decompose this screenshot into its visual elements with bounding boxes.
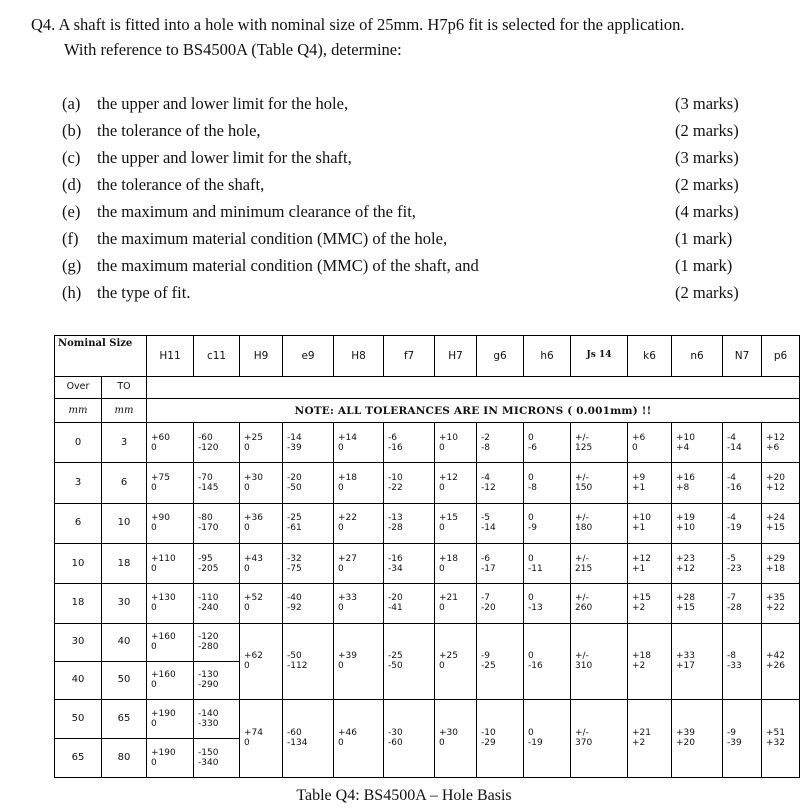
cell: -5 -14 — [477, 503, 524, 544]
cell: -16 -34 — [384, 544, 435, 584]
size-over: 50 — [55, 699, 102, 739]
part-text: the maximum material condition (MMC) of the shaft, and — [97, 256, 479, 275]
cell: +12 +1 — [628, 544, 672, 584]
size-over: 40 — [55, 662, 102, 700]
part-text: the type of fit. — [97, 283, 191, 302]
cell: +/- 260 — [571, 583, 628, 623]
cell: -130 -290 — [194, 662, 240, 700]
cell: +25 0 — [435, 623, 477, 699]
cell: +30 0 — [240, 462, 283, 503]
part-d — [62, 175, 752, 202]
part-label: (h) — [62, 283, 82, 302]
part-text: the maximum and minimum clearance of the fit, — [97, 202, 416, 221]
cell: +51 +32 — [762, 699, 800, 777]
cell: +/- 125 — [571, 423, 628, 463]
part-text: the tolerance of the hole, — [97, 121, 261, 140]
size-to: 65 — [102, 699, 147, 739]
cell: -10 -29 — [477, 699, 524, 777]
cell: +52 0 — [240, 583, 283, 623]
part-marks: (1 mark) — [675, 229, 733, 248]
cell: -7 -28 — [723, 583, 762, 623]
col-header: H11 — [147, 336, 194, 377]
size-over: 18 — [55, 583, 102, 623]
table-row — [55, 699, 800, 739]
col-header: h6 — [524, 336, 571, 377]
cell: -13 -28 — [384, 503, 435, 544]
col-header: N7 — [723, 336, 762, 377]
question-line-1: Q4. A shaft is fitted into a hole with nominal size of 25mm. H7p6 fit is selected for the application. — [31, 15, 685, 34]
size-to: 40 — [102, 623, 147, 662]
cell: +/- 310 — [571, 623, 628, 699]
cell: +12 0 — [435, 462, 477, 503]
unit-to: mm — [102, 398, 147, 422]
size-over: 0 — [55, 423, 102, 463]
cell: +6 0 — [628, 423, 672, 463]
col-header: g6 — [477, 336, 524, 377]
cell: +20 +12 — [762, 462, 800, 503]
size-over: 6 — [55, 503, 102, 544]
cell: +12 +6 — [762, 423, 800, 463]
part-label: (a) — [62, 94, 81, 113]
table-row — [55, 544, 800, 584]
table-row — [55, 583, 800, 623]
size-to: 50 — [102, 662, 147, 700]
cell: -110 -240 — [194, 583, 240, 623]
cell: +75 0 — [147, 462, 194, 503]
cell: -150 -340 — [194, 739, 240, 778]
cell: +19 +10 — [672, 503, 723, 544]
cell: +/- 370 — [571, 699, 628, 777]
cell: -2 -8 — [477, 423, 524, 463]
part-c — [62, 148, 752, 175]
size-to: 18 — [102, 544, 147, 584]
part-text: the upper and lower limit for the shaft, — [97, 148, 352, 167]
cell: +62 0 — [240, 623, 283, 699]
col-header: n6 — [672, 336, 723, 377]
tolerance-note: NOTE: ALL TOLERANCES ARE IN MICRONS ( 0.001mm) !! — [147, 398, 800, 422]
cell: +39 +20 — [672, 699, 723, 777]
part-marks: (3 marks) — [675, 94, 739, 113]
cell: -30 -60 — [384, 699, 435, 777]
cell: -70 -145 — [194, 462, 240, 503]
col-header: e9 — [283, 336, 334, 377]
cell: +30 0 — [435, 699, 477, 777]
cell: -6 -16 — [384, 423, 435, 463]
cell: -32 -75 — [283, 544, 334, 584]
cell: -7 -20 — [477, 583, 524, 623]
size-to: 10 — [102, 503, 147, 544]
question-parts — [62, 94, 752, 310]
part-marks: (1 mark) — [675, 256, 733, 275]
cell: -80 -170 — [194, 503, 240, 544]
cell: -4 -19 — [723, 503, 762, 544]
over-to-row — [55, 376, 800, 398]
size-to: 6 — [102, 462, 147, 503]
size-over: 10 — [55, 544, 102, 584]
col-header-js14: Js 14 — [571, 336, 628, 377]
cell: +15 +2 — [628, 583, 672, 623]
cell: -60 -134 — [283, 699, 334, 777]
part-h — [62, 283, 752, 310]
table-row — [55, 623, 800, 662]
question-line-2: With reference to BS4500A (Table Q4), determine: — [64, 40, 402, 59]
question-header — [31, 12, 684, 62]
units-note-row — [55, 398, 800, 422]
cell: +160 0 — [147, 623, 194, 662]
cell: +10 +1 — [628, 503, 672, 544]
cell: -120 -280 — [194, 623, 240, 662]
part-marks: (2 marks) — [675, 121, 739, 140]
cell: +24 +15 — [762, 503, 800, 544]
cell: -140 -330 — [194, 699, 240, 739]
col-header: p6 — [762, 336, 800, 377]
cell: +10 0 — [435, 423, 477, 463]
table-row — [55, 423, 800, 463]
size-to: 80 — [102, 739, 147, 778]
table-row — [55, 503, 800, 544]
cell: -25 -50 — [384, 623, 435, 699]
tolerance-table — [54, 335, 800, 778]
cell: +160 0 — [147, 662, 194, 700]
cell: -20 -41 — [384, 583, 435, 623]
part-text: the tolerance of the shaft, — [97, 175, 265, 194]
cell: 0 -19 — [524, 699, 571, 777]
cell: -9 -39 — [723, 699, 762, 777]
cell: 0 -9 — [524, 503, 571, 544]
cell: -4 -12 — [477, 462, 524, 503]
part-label: (f) — [62, 229, 79, 248]
part-g — [62, 256, 752, 283]
cell: +/- 215 — [571, 544, 628, 584]
cell: +46 0 — [334, 699, 384, 777]
part-e — [62, 202, 752, 229]
nominal-size-header: Nominal Size — [55, 336, 147, 377]
cell: -5 -23 — [723, 544, 762, 584]
part-label: (c) — [62, 148, 81, 167]
cell: +18 0 — [334, 462, 384, 503]
cell: +33 +17 — [672, 623, 723, 699]
cell: +/- 180 — [571, 503, 628, 544]
cell: +74 0 — [240, 699, 283, 777]
cell: 0 -11 — [524, 544, 571, 584]
cell: +16 +8 — [672, 462, 723, 503]
cell: +42 +26 — [762, 623, 800, 699]
part-text: the upper and lower limit for the hole, — [97, 94, 349, 113]
cell: 0 -6 — [524, 423, 571, 463]
col-header: H7 — [435, 336, 477, 377]
table-header-row — [55, 336, 800, 377]
cell: +27 0 — [334, 544, 384, 584]
cell: +18 +2 — [628, 623, 672, 699]
cell: +130 0 — [147, 583, 194, 623]
cell: 0 -16 — [524, 623, 571, 699]
cell: +10 +4 — [672, 423, 723, 463]
cell: +39 0 — [334, 623, 384, 699]
size-to: 3 — [102, 423, 147, 463]
cell: +9 +1 — [628, 462, 672, 503]
cell: -9 -25 — [477, 623, 524, 699]
part-marks: (2 marks) — [675, 175, 739, 194]
cell: +190 0 — [147, 739, 194, 778]
cell: -4 -14 — [723, 423, 762, 463]
cell: +36 0 — [240, 503, 283, 544]
cell: -60 -120 — [194, 423, 240, 463]
cell: -40 -92 — [283, 583, 334, 623]
size-over: 3 — [55, 462, 102, 503]
cell: -4 -16 — [723, 462, 762, 503]
size-to: 30 — [102, 583, 147, 623]
col-header: f7 — [384, 336, 435, 377]
part-marks: (4 marks) — [675, 202, 739, 221]
to-label: TO — [102, 376, 147, 398]
cell: -95 -205 — [194, 544, 240, 584]
over-label: Over — [55, 376, 102, 398]
cell: +15 0 — [435, 503, 477, 544]
cell: +28 +15 — [672, 583, 723, 623]
cell: +29 +18 — [762, 544, 800, 584]
col-header: c11 — [194, 336, 240, 377]
cell: +/- 150 — [571, 462, 628, 503]
cell: +22 0 — [334, 503, 384, 544]
cell: -50 -112 — [283, 623, 334, 699]
part-label: (b) — [62, 121, 82, 140]
unit-over: mm — [55, 398, 102, 422]
part-label: (g) — [62, 256, 82, 275]
cell: +60 0 — [147, 423, 194, 463]
cell: -6 -17 — [477, 544, 524, 584]
cell: +23 +12 — [672, 544, 723, 584]
part-marks: (3 marks) — [675, 148, 739, 167]
cell: -20 -50 — [283, 462, 334, 503]
part-label: (d) — [62, 175, 82, 194]
size-over: 30 — [55, 623, 102, 662]
part-a — [62, 94, 752, 121]
cell: +110 0 — [147, 544, 194, 584]
cell: 0 -8 — [524, 462, 571, 503]
cell: -10 -22 — [384, 462, 435, 503]
cell: -8 -33 — [723, 623, 762, 699]
cell: +25 0 — [240, 423, 283, 463]
part-f — [62, 229, 752, 256]
table-caption: Table Q4: BS4500A – Hole Basis — [296, 787, 512, 804]
part-label: (e) — [62, 202, 81, 221]
cell: -25 -61 — [283, 503, 334, 544]
cell: +33 0 — [334, 583, 384, 623]
cell: +21 +2 — [628, 699, 672, 777]
cell: +14 0 — [334, 423, 384, 463]
cell: +35 +22 — [762, 583, 800, 623]
cell: -14 -39 — [283, 423, 334, 463]
table-row — [55, 462, 800, 503]
cell: +18 0 — [435, 544, 477, 584]
part-text: the maximum material condition (MMC) of the hole, — [97, 229, 448, 248]
cell: +21 0 — [435, 583, 477, 623]
part-marks: (2 marks) — [675, 283, 739, 302]
cell: +90 0 — [147, 503, 194, 544]
col-header: H8 — [334, 336, 384, 377]
part-b — [62, 121, 752, 148]
size-over: 65 — [55, 739, 102, 778]
cell: +190 0 — [147, 699, 194, 739]
col-header: k6 — [628, 336, 672, 377]
cell: +43 0 — [240, 544, 283, 584]
cell: 0 -13 — [524, 583, 571, 623]
col-header: H9 — [240, 336, 283, 377]
